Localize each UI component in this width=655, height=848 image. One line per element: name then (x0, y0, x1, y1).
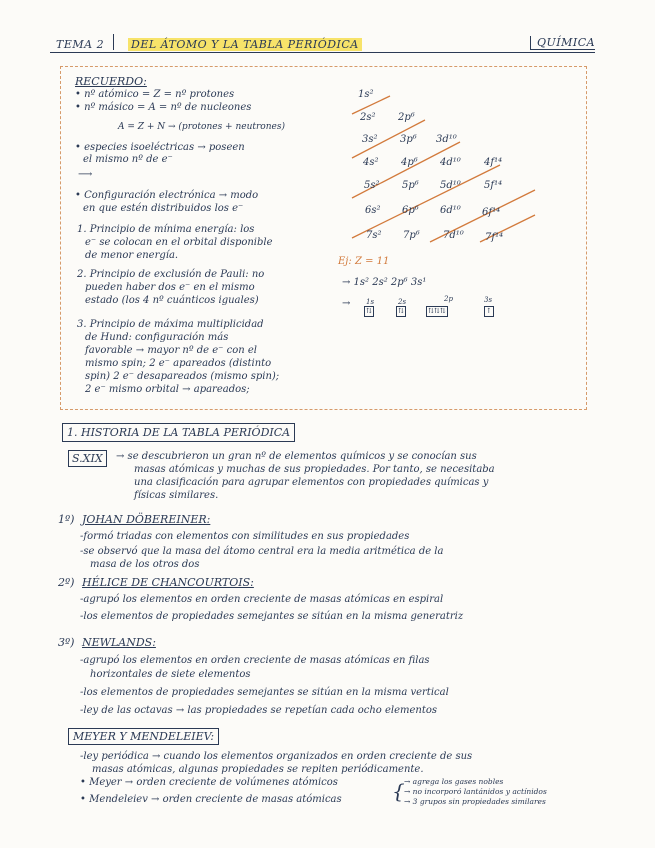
orbital-label: 6p⁶ (402, 205, 419, 216)
meyer-heading: MEYER Y MENDELEIEV: (68, 728, 219, 745)
item-number: 3º) (58, 636, 75, 649)
recuerdo-line: mismo spin; 2 e⁻ apareados (distinto (85, 358, 272, 369)
orbital-label: 4d¹⁰ (440, 157, 461, 168)
meyer-note: → agrega los gases nobles (404, 777, 504, 786)
orbital-label: 1s² (358, 89, 374, 100)
subject-label: QUÍMICA (530, 36, 595, 50)
recuerdo-line: • nº másico = A = nº de nucleones (75, 102, 252, 113)
item-line: -agrupó los elementos en orden creciente de masas atómicas en filas (80, 655, 430, 666)
orbital-label: 4f¹⁴ (484, 157, 503, 168)
brace: { (392, 779, 405, 803)
orbital-label: 4s² (363, 157, 379, 168)
item-name: JOHAN DÖBEREINER: (82, 513, 211, 526)
sxix-line: masas atómicas y muchas de sus propiedades. Por tanto, se necesitaba (134, 464, 495, 475)
orbital-label: 5s² (364, 180, 380, 191)
orbital-label: 6f¹⁴ (482, 207, 501, 218)
item-line: -los elementos de propiedades semejantes se sitúan en la misma generatriz (80, 611, 464, 622)
recuerdo-line: el mismo nº de e⁻ (83, 154, 173, 165)
item-line: -los elementos de propiedades semejantes se sitúan en la misma vertical (80, 687, 449, 698)
item-line: horizontales de siete elementos (90, 669, 251, 680)
orbital-name: 2p (444, 295, 453, 303)
sxix-line: → se descubrieron un gran nº de elementos químicos y se conocían sus (116, 451, 477, 462)
recuerdo-line: 1. Principio de mínima energía: los (77, 224, 255, 235)
orbital-label: 7d¹⁰ (443, 230, 464, 241)
recuerdo-line: ⟶ (78, 169, 93, 180)
orbital-label: 2s² (360, 112, 376, 123)
historia-heading: 1. HISTORIA DE LA TABLA PERIÓDICA (62, 423, 295, 442)
sxix-label: S.XIX (68, 450, 107, 467)
meyer-note: → no incorporó lantánidos y actínidos (404, 787, 547, 796)
orbital-name: 1s (366, 298, 375, 306)
item-line: -ley de las octavas → las propiedades se repetían cada ocho elementos (80, 705, 438, 716)
orbital-label: 3d¹⁰ (436, 134, 457, 145)
meyer-line: masas atómicas, algunas propiedades se repiten periódicamente. (92, 764, 424, 775)
recuerdo-line: en que estén distribuidos los e⁻ (83, 203, 244, 214)
item-number: 1º) (58, 513, 75, 526)
tema-label: TEMA 2 (56, 38, 105, 51)
recuerdo-line: • Configuración electrónica → modo (75, 190, 259, 201)
sxix-line: físicas similares. (134, 490, 219, 501)
orbital-label: 4p⁶ (401, 157, 418, 168)
orbital-name: 2s (398, 298, 407, 306)
recuerdo-line: de menor energía. (85, 250, 179, 261)
meyer-line: • Mendeleiev → orden creciente de masas atómicas (80, 794, 342, 805)
meyer-line: -ley periódica → cuando los elementos organizados en orden creciente de sus (80, 751, 473, 762)
recuerdo-heading: RECUERDO: (75, 75, 147, 88)
orbital-box: ⇅⇅⇅ (428, 307, 446, 315)
recuerdo-line: estado (los 4 nº cuánticos iguales) (85, 295, 259, 306)
orbital-box: ⇅ (366, 307, 372, 315)
sxix-line: una clasificación para agrupar elementos con propiedades químicas y (134, 477, 489, 488)
recuerdo-line: A = Z + N → (protones + neutrones) (118, 122, 285, 132)
recuerdo-line: 3. Principio de máxima multiplicidad (77, 319, 264, 330)
header-rule (50, 52, 595, 53)
orbital-arrow: → (342, 298, 351, 309)
item-number: 2º) (58, 576, 75, 589)
recuerdo-line: e⁻ se colocan en el orbital disponible (85, 237, 273, 248)
example-config: → 1s² 2s² 2p⁶ 3s¹ (342, 277, 427, 288)
orbital-label: 3s² (362, 134, 378, 145)
orbital-label: 6s² (365, 205, 381, 216)
recuerdo-line: favorable → mayor nº de e⁻ con el (85, 345, 257, 356)
orbital-label: 5p⁶ (402, 180, 419, 191)
orbital-box: ↑ (486, 307, 492, 315)
orbital-label: 7s² (366, 230, 382, 241)
orbital-label: 3p⁶ (400, 134, 417, 145)
recuerdo-line: 2 e⁻ mismo orbital → apareados; (85, 384, 250, 395)
orbital-label: 5d¹⁰ (440, 180, 461, 191)
orbital-name: 3s (484, 296, 493, 304)
orbital-label: 5f¹⁴ (484, 180, 503, 191)
orbital-label: 7p⁶ (403, 230, 420, 241)
page-title: DEL ÁTOMO Y LA TABLA PERIÓDICA (128, 38, 362, 51)
orbital-label: 6d¹⁰ (440, 205, 461, 216)
item-name: NEWLANDS: (82, 636, 156, 649)
recuerdo-line: 2. Principio de exclusión de Pauli: no (77, 269, 265, 280)
example-label: Ej: Z = 11 (338, 256, 390, 267)
recuerdo-line: pueden haber dos e⁻ en el mismo (85, 282, 255, 293)
recuerdo-line: • nº atómico = Z = nº protones (75, 89, 235, 100)
meyer-line: • Meyer → orden creciente de volúmenes atómicos (80, 777, 338, 788)
item-line: -agrupó los elementos en orden creciente de masas atómicas en espiral (80, 594, 444, 605)
header-divider (113, 34, 114, 50)
meyer-note: → 3 grupos sin propiedades similares (404, 797, 546, 806)
orbital-label: 2p⁶ (398, 112, 415, 123)
item-line: masa de los otros dos (90, 559, 200, 570)
recuerdo-line: de Hund: configuración más (85, 332, 229, 343)
recuerdo-line: spin) 2 e⁻ desapareados (mismo spin); (85, 371, 280, 382)
item-line: -se observó que la masa del átomo central era la media aritmética de la (80, 546, 444, 557)
orbital-box: ⇅ (398, 307, 404, 315)
item-line: -formó triadas con elementos con similitudes en sus propiedades (80, 531, 410, 542)
orbital-label: 7f¹⁴ (485, 232, 504, 243)
item-name: HÉLICE DE CHANCOURTOIS: (82, 576, 254, 589)
recuerdo-line: • especies isoeléctricas → poseen (75, 142, 245, 153)
